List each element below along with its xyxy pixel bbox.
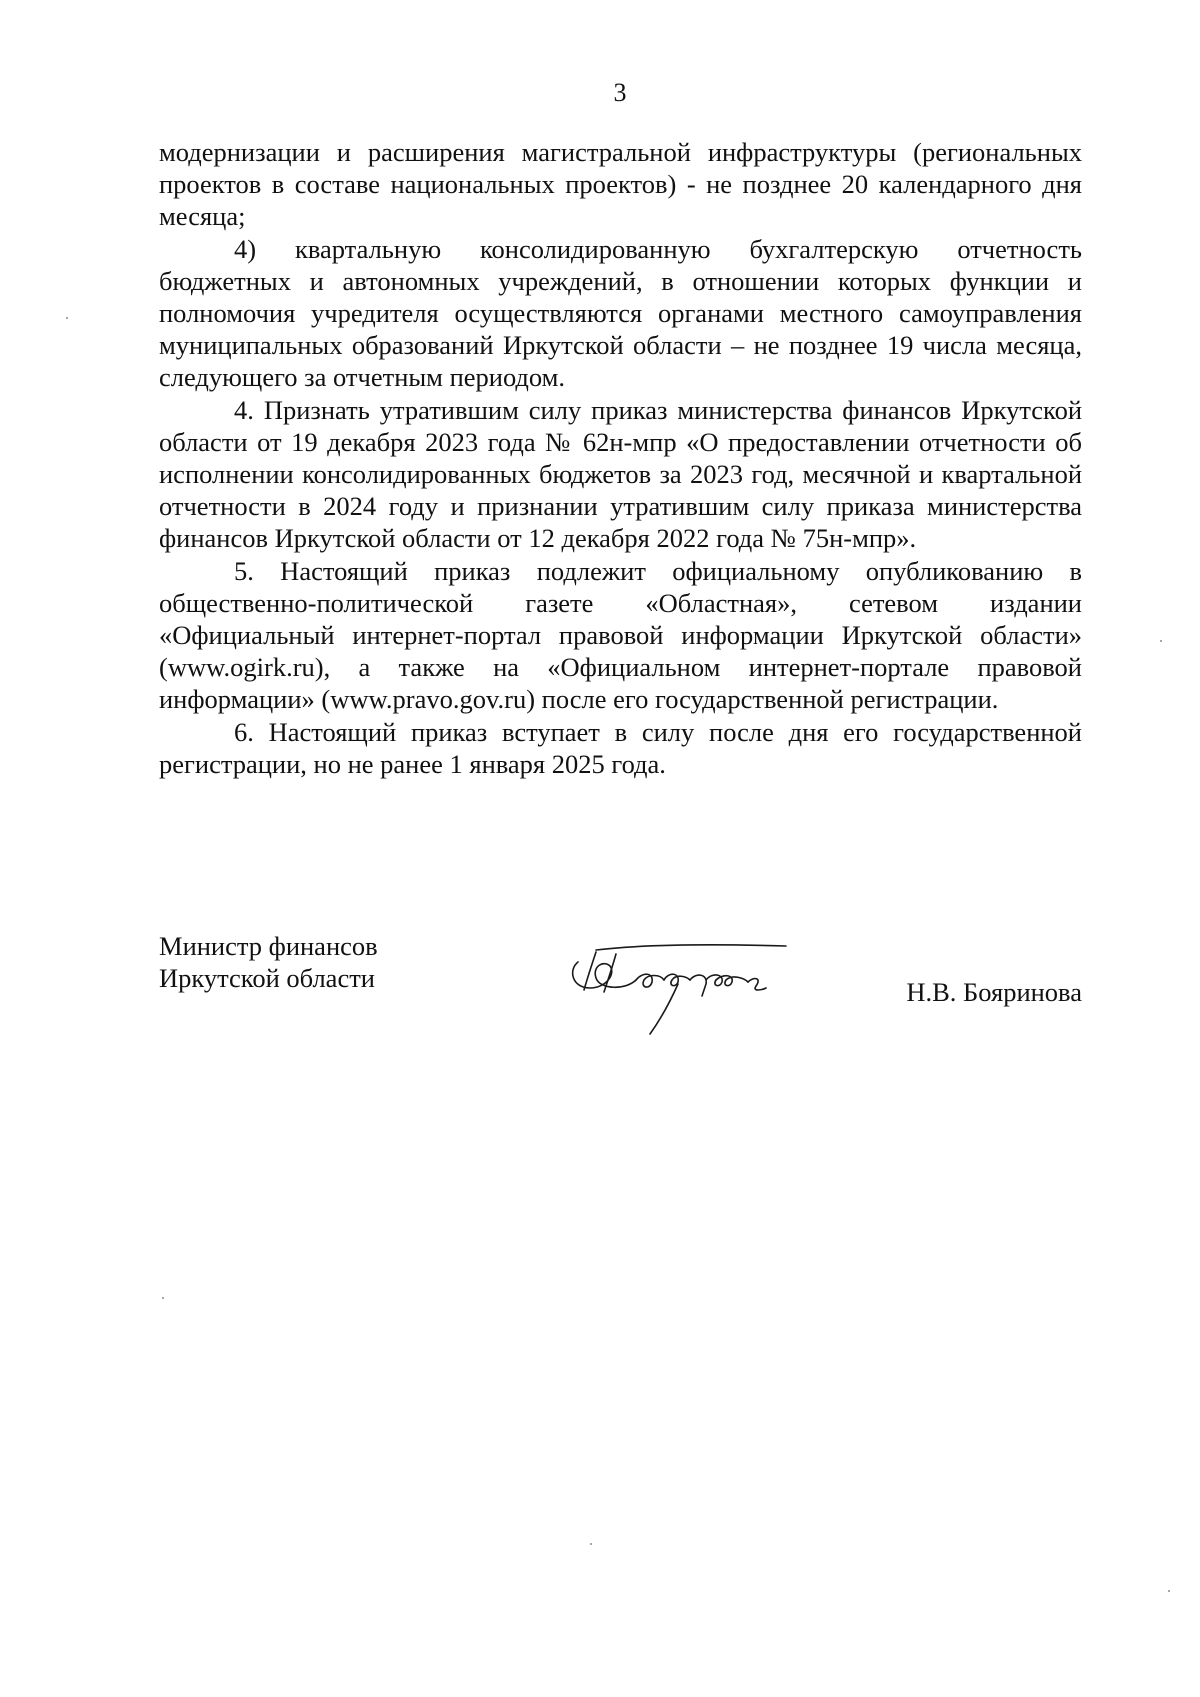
paragraph-clause-4: 4. Признать утратившим силу приказ министерства финансов Иркутской области от 19 декабря 2023 года № 62н-мпр «О предоставлении отчетности об исполнении консолидированных бюджетов за 2023 год, месячной и квартальной отчетности в 2024 году и признании утратившим силу приказа министерства финансов Иркутской области от 12 декабря 2022 года № 75н-мпр». xyxy=(159,394,1082,554)
paragraph-continuation: модернизации и расширения магистральной инфраструктуры (региональных проектов в составе национальных проектов) - не позднее 20 календарного дня месяца; xyxy=(159,137,1082,232)
signatory-position-line-1: Министр финансов xyxy=(159,931,378,961)
paragraph-clause-6: 6. Настоящий приказ вступает в силу после дня его государственной регистрации, но не ранее 1 января 2025 года. xyxy=(159,716,1082,779)
scan-speck xyxy=(1168,1590,1170,1592)
scan-speck xyxy=(162,1297,164,1299)
signatory-position xyxy=(159,930,378,994)
paragraph-item-4-reporting: 4) квартальную консолидированную бухгалтерскую отчетность бюджетных и автономных учреждений, в отношении которых функции и полномочия учредителя осуществляются органами местного самоуправления муниципальных образований Иркутской области – не позднее 19 числа месяца, следующего за отчетным периодом. xyxy=(159,233,1082,393)
paragraph-clause-5: 5. Настоящий приказ подлежит официальному опубликованию в общественно-политической газете «Областная», сетевом издании «Официальный интернет-портал правовой информации Иркутской области» (www.ogirk.ru), а также на «Официальном интернет-портале правовой информации» (www.pravo.gov.ru) после его государственной регистрации. xyxy=(159,555,1082,715)
signature-block xyxy=(159,930,1082,1070)
scan-speck xyxy=(1160,640,1162,642)
scan-speck xyxy=(590,1543,592,1545)
handwritten-signature xyxy=(556,930,796,1050)
page-number: 3 xyxy=(613,78,627,107)
signatory-position-line-2: Иркутской области xyxy=(159,963,375,993)
document-body xyxy=(159,136,1082,780)
signatory-name: Н.В. Бояринова xyxy=(906,977,1082,1007)
scan-speck xyxy=(66,317,68,319)
